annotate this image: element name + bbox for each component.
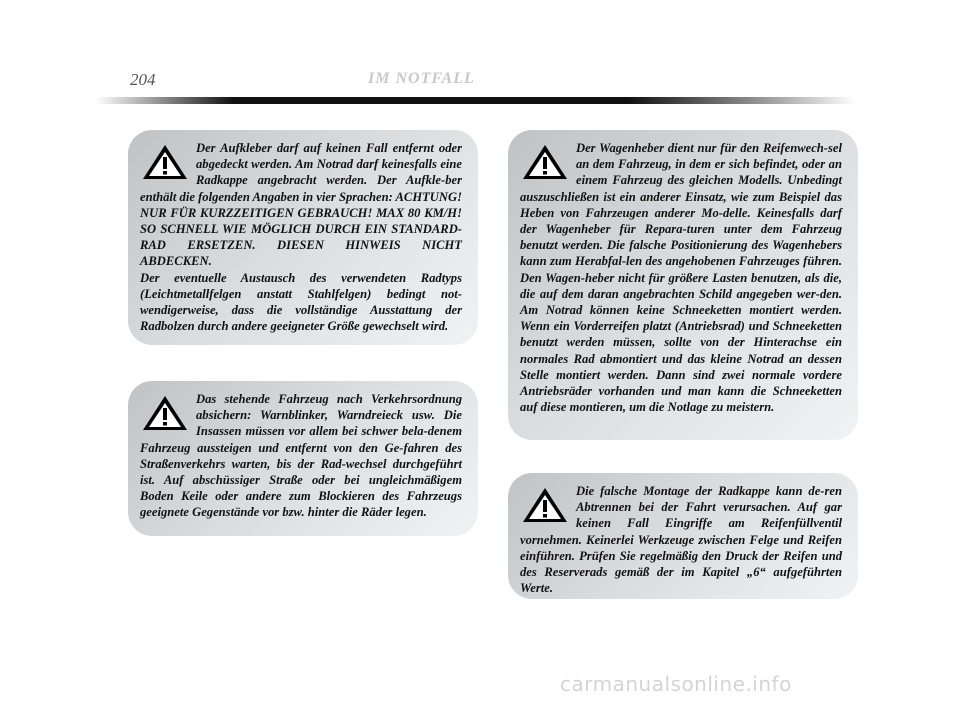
warning-text: Der Aufkleber darf auf keinen Fall entfernt oder abgedeckt werden. Am Notrad darf keinesfalls eine Radkappe angebracht werden. Der Aufkle-ber enthält die folgenden Angaben in vier Sprachen: ACHTUNG! NUR FÜR KURZZEITIGEN GEBRAUCH! MAX 80 KM/H! SO SCHNELL WIE MÖGLICH DURCH EIN STANDARD-RAD ERSETZEN. DIESEN HINWEIS NICHT ABDECKEN. — [140, 141, 462, 269]
watermark: carmanualsonline.info — [560, 672, 792, 696]
warning-box-jack — [508, 130, 858, 440]
warning-triangle-icon — [520, 142, 570, 182]
section-title: IM NOTFALL — [368, 70, 475, 87]
warning-box-hubcap — [508, 473, 858, 599]
page-number: 204 — [130, 70, 156, 89]
warning-triangle-icon — [520, 485, 570, 525]
warning-triangle-icon — [140, 142, 190, 182]
warning-text-continued: Der eventuelle Austausch des verwendeten Radtyps (Leichtmetallfelgen anstatt Stahlfelgen) bedingt not-wendigerweise, dass die vollständige Ausstattung der Radbolzen durch andere geeigneter Größe gewechselt wird. — [140, 270, 462, 334]
warning-text: Die falsche Montage der Radkappe kann de-ren Abtrennen bei der Fahrt verursachen. Auf gar keinen Fall Eingriffe am Reifenfüllventil vornehmen. Keinerlei Werkzeuge zwischen Felge und Reifen einführen. Prüfen Sie regelmäßig den Druck der Reifen und des Reserverads gemäß der im Kapitel „6“ aufgeführten Werte. — [520, 484, 842, 596]
header-rule — [96, 97, 856, 104]
warning-text: Der Wagenheber dient nur für den Reifenwech-sel an dem Fahrzeug, in dem er sich befindet, oder an einem Fahrzeug des gleichen Modells. Unbedingt auszuschließen ist ein anderer Einsatz, wie zum Beispiel das Heben von Fahrzeugen anderer Mo-delle. Keinesfalls darf der Wagenheber für Repara-turen unter dem Fahrzeug benutzt werden. Die falsche Positionierung des Wagenhebers kann zum Herabfal-len des angehobenen Fahrzeuges führen. Den Wagen-heber nicht für größere Lasten benutzen, als die, die auf dem daran angebrachten Schild angegeben wer-den. Am Notrad können keine Schneeketten montiert werden. Wenn ein Vorderreifen platzt (Antriebsrad) und Schneeketten benutzt werden müssen, sollte von der Hinterachse ein normales Rad abmontiert und das kleine Notrad an dessen Stelle montiert werden. Dann sind zwei normale vordere Antriebsräder vorhanden und man kann die Schneeketten auf diese montieren, um die Notlage zu meistern. — [520, 141, 842, 415]
warning-text: Das stehende Fahrzeug nach Verkehrsordnung absichern: Warnblinker, Warndreieck usw. Die Insassen müssen vor allem bei schwer bela-denem Fahrzeug aussteigen und entfernt von den Ge-fahren des Straßenverkehrs warten, bis der Rad-wechsel durchgeführt ist. Auf abschüssiger Straße oder bei ungleichmäßigem Boden Keile oder andere zum Blockieren des Fahrzeugs geeignete Gegenstände vor bzw. hinter die Räder legen. — [140, 392, 462, 520]
warning-box-sticker — [128, 130, 478, 345]
warning-triangle-icon — [140, 393, 190, 433]
warning-box-secure-vehicle — [128, 381, 478, 536]
